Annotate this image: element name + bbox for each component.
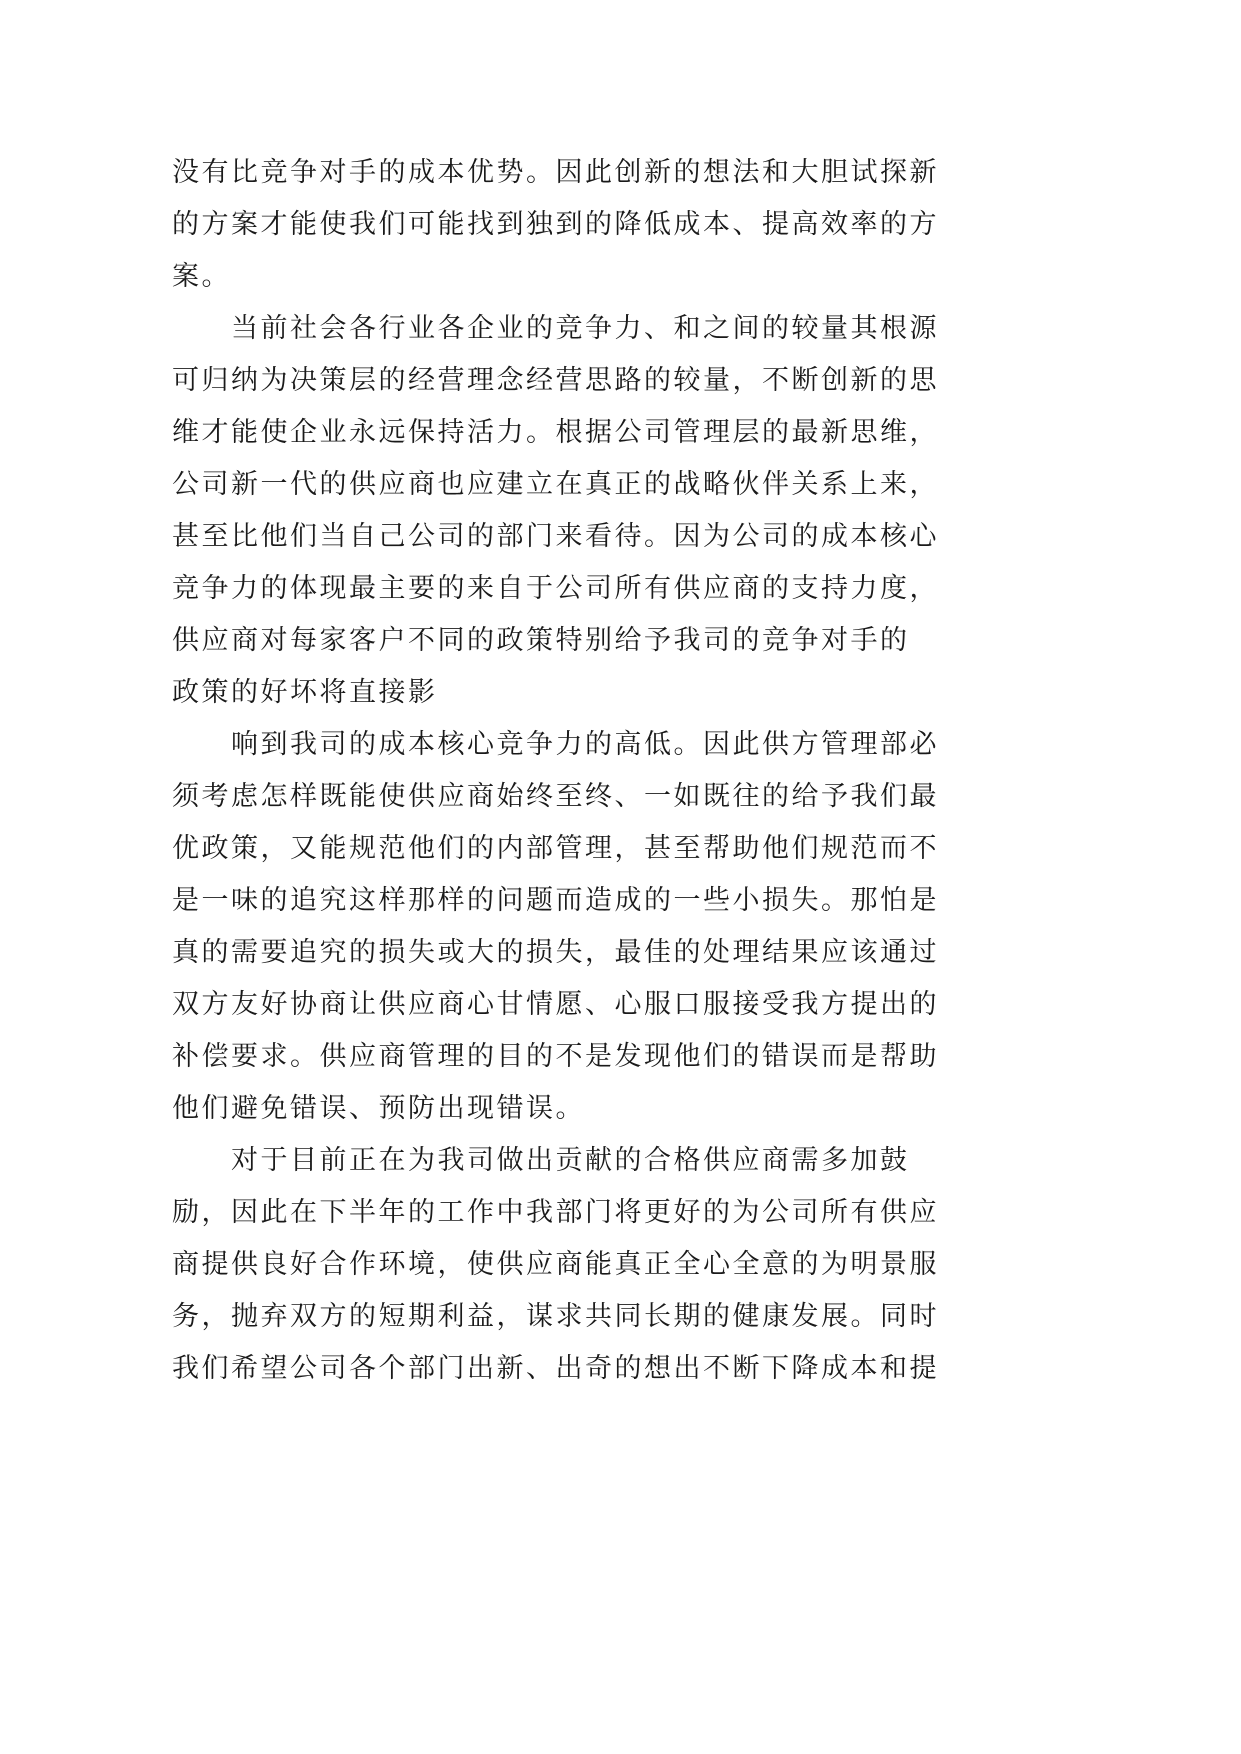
- text-line: 补偿要求。供应商管理的目的不是发现他们的错误而是帮助: [172, 1041, 939, 1072]
- text-line: 没有比竞争对手的成本优势。因此创新的想法和大胆试探新: [172, 157, 939, 188]
- paragraph-4: [172, 1135, 972, 1395]
- text-line: 竞争力的体现最主要的来自于公司所有供应商的支持力度，: [172, 573, 939, 604]
- text-line: 真的需要追究的损失或大的损失，最佳的处理结果应该通过: [172, 937, 939, 968]
- text-line: 响到我司的成本核心竞争力的高低。因此供方管理部必: [231, 729, 939, 760]
- text-line: 他们避免错误、预防出现错误。: [172, 1093, 585, 1124]
- text-line: 当前社会各行业各企业的竞争力、和之间的较量其根源: [231, 313, 939, 344]
- text-line: 须考虑怎样既能使供应商始终至终、一如既往的给予我们最: [172, 781, 939, 812]
- text-line: 对于目前正在为我司做出贡献的合格供应商需多加鼓: [231, 1145, 910, 1176]
- text-line: 是一味的追究这样那样的问题而造成的一些小损失。那怕是: [172, 885, 939, 916]
- text-line: 甚至比他们当自己公司的部门来看待。因为公司的成本核心: [172, 521, 939, 552]
- text-line: 可归纳为决策层的经营理念经营思路的较量，不断创新的思: [172, 365, 939, 396]
- text-line: 公司新一代的供应商也应建立在真正的战略伙伴关系上来，: [172, 469, 939, 500]
- text-line: 我们希望公司各个部门出新、出奇的想出不断下降成本和提: [172, 1353, 939, 1384]
- text-line: 双方友好协商让供应商心甘情愿、心服口服接受我方提出的: [172, 989, 939, 1020]
- text-line: 政策的好坏将直接影: [172, 677, 438, 708]
- text-line: 供应商对每家客户不同的政策特别给予我司的竞争对手的: [172, 625, 910, 656]
- body-text: [172, 147, 972, 1395]
- text-line: 优政策，又能规范他们的内部管理，甚至帮助他们规范而不: [172, 833, 939, 864]
- paragraph-1: [172, 147, 972, 303]
- paragraph-2: [172, 303, 972, 719]
- text-line: 案。: [172, 261, 231, 292]
- text-line: 商提供良好合作环境，使供应商能真正全心全意的为明景服: [172, 1249, 939, 1280]
- text-line: 的方案才能使我们可能找到独到的降低成本、提高效率的方: [172, 209, 939, 240]
- text-line: 维才能使企业永远保持活力。根据公司管理层的最新思维，: [172, 417, 939, 448]
- text-line: 务，抛弃双方的短期利益，谋求共同长期的健康发展。同时: [172, 1301, 939, 1332]
- text-line: 励，因此在下半年的工作中我部门将更好的为公司所有供应: [172, 1197, 939, 1228]
- paragraph-3: [172, 719, 972, 1135]
